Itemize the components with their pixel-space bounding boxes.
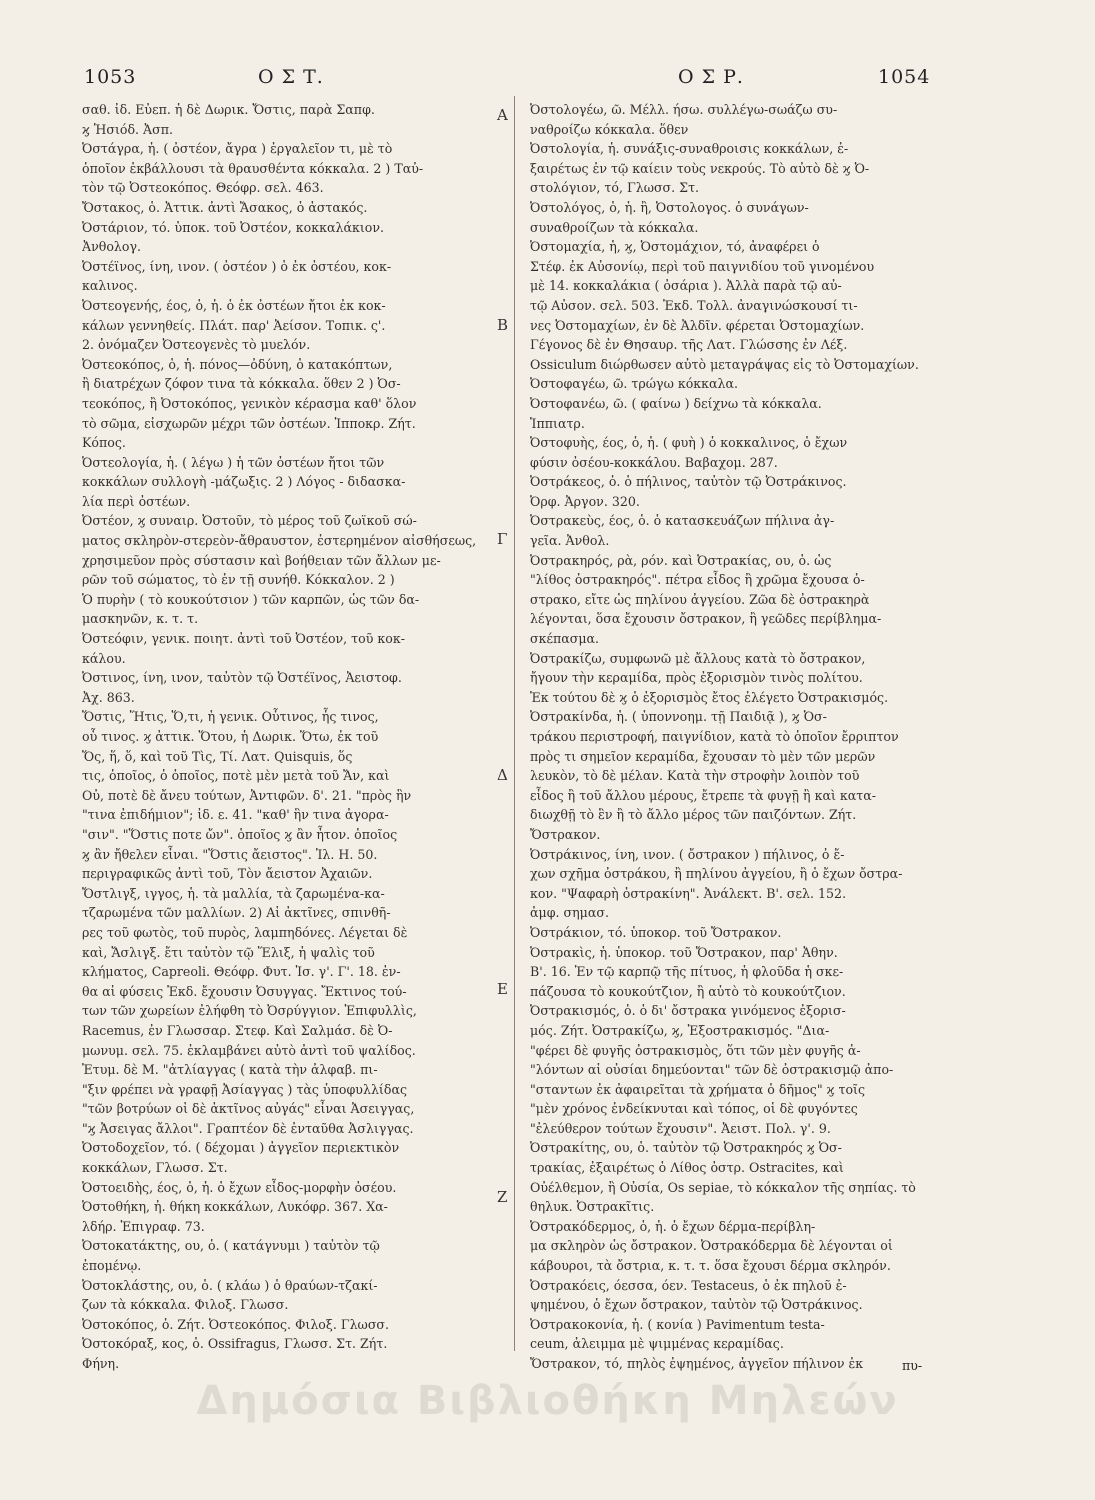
- text-line: καλινος.: [82, 278, 138, 294]
- text-line: θα αἱ φύσεις Ἐκδ. ἔχουσιν Ὀσυγγας. Ἔκτινος τού-: [82, 983, 407, 999]
- text-line: "τινα ἐπιδήμιον"; ἰδ. ε. 41. "καθ' ἣν τινα ἀγορα-: [82, 807, 389, 823]
- text-line: τὸ σῶμα, εἰσχωρῶν μέχρι τῶν ὀστέων. Ἱπποκρ. Ζήτ.: [82, 415, 416, 431]
- text-line: ναθροίζω κόκκαλα. ὅθεν: [530, 121, 689, 137]
- text-line: Ὀστεολογία, ἡ. ( λέγω ) ἡ τῶν ὀστέων ἤτοι τῶν: [82, 454, 385, 470]
- text-line: Ὀστρακεὺς, έος, ὁ. ὁ κατασκευάζων πήλινα ἀγ-: [530, 513, 835, 529]
- text-line: κλήματος, Capreoli. Θεόφρ. Φυτ. Ἱσ. γ'. Γ'. 18. ἐν-: [82, 964, 401, 980]
- text-line: Ὀστοφυὴς, έος, ὁ, ἡ. ( φυὴ ) ὁ κοκκαλινος, ὁ ἔχων: [530, 435, 848, 451]
- text-line: πρὸς τι σημεῖον κεραμίδα, ἔχουσαν τὸ μὲν τῶν μερῶν: [530, 748, 876, 764]
- text-line: χρησιμεῦον πρὸς σύστασιν καὶ βοήθειαν τῶν ἄλλων με-: [82, 552, 441, 568]
- text-line: τῷ Αὐσον. σελ. 503. Ἐκδ. Τολλ. ἀναγινώσκουσί τι-: [530, 297, 858, 313]
- right-column: [530, 100, 962, 1374]
- text-line: κάλων γεννηθείς. Πλάτ. παρ' Ἀείσον. Τοπικ. ς'.: [82, 317, 386, 333]
- text-line: κοκκάλων συλλογὴ -μάζωξις. 2 ) Λόγος - διδασκα-: [82, 474, 406, 490]
- margin-letter-c: Γ: [497, 530, 508, 548]
- text-line: κάβουροι, τὰ ὄστρια, κ. τ. τ. ὅσα ἔχουσι δέρμα σκληρόν.: [530, 1258, 891, 1274]
- text-line: "φέρει δὲ φυγῆς ὀστρακισμὸς, ὅτι τῶν μὲν φυγῆς ἁ-: [530, 1042, 861, 1058]
- text-line: λδήρ. Ἐπιγραφ. 73.: [82, 1218, 205, 1234]
- text-line: "τῶν βοτρύων οἱ δὲ ἀκτῖνος αὐγάς" εἶναι Ἀσειγγας,: [82, 1101, 415, 1117]
- text-line: εἶδος ἢ τοῦ ἄλλου μέρους, ἔτρεπε τὰ φυγῇ ἢ καὶ κατα-: [530, 787, 877, 803]
- left-running-head: Ο Σ Τ.: [258, 66, 324, 88]
- text-line: Ἐτυμ. δὲ Μ. "ἀτλίαγγας ( κατὰ τὴν ἀλφαβ. πι-: [82, 1062, 378, 1078]
- text-line: Ὀστρακίνδα, ἡ. ( ὑποννοημ. τῇ Παιδιᾷ ), ϗ Ὀσ-: [530, 709, 827, 725]
- left-page-number: 1053: [84, 66, 137, 88]
- text-line: καὶ, Ἄσλιγξ. ἔτι ταὐτὸν τῷ Ἕλιξ, ἡ ψαλὶς τοῦ: [82, 944, 375, 960]
- text-line: νες Ὀστομαχίων, ἐν δὲ Ἀλδῖν. φέρεται Ὀστομαχίων.: [530, 317, 865, 333]
- text-line: τις, ὁποῖος, ὁ ὁποῖος, ποτὲ μὲν μετὰ τοῦ Ἄν, καὶ: [82, 768, 390, 784]
- text-line: κάλου.: [82, 650, 126, 666]
- text-line: τζαρωμένα τῶν μαλλίων. 2) Αἱ ἀκτῖνες, σπινθῆ-: [82, 905, 391, 921]
- text-line: Racemus, ἐν Γλωσσαρ. Στεφ. Καὶ Σαλμάσ. δὲ Ὀ-: [82, 1022, 393, 1038]
- text-line: Ὅς, ἥ, ὅ, καὶ τοῦ Τὶς, Τί. Λατ. Quisquis, ὅς: [82, 748, 353, 764]
- text-line: ξαιρέτως ἐν τῷ καίειν τοὺς νεκρούς. Τὸ αὐτὸ δὲ ϗ Ὀ-: [530, 160, 870, 176]
- text-line: Ὀστρακόδερμος, ὁ, ἡ. ὁ ἔχων δέρμα-περίβλη-: [530, 1218, 816, 1234]
- text-line: Ὀστρακοκονία, ἡ. ( κονία ) Pavimentum testa-: [530, 1316, 825, 1332]
- text-line: Ὄστακος, ὁ. Ἀττικ. ἀντὶ Ἄσακος, ὁ ἀστακός.: [82, 199, 368, 215]
- text-line: σαθ. ἰδ. Εὐεπ. ἡ δὲ Δωρικ. Ὄστις, παρὰ Σαπφ.: [82, 102, 375, 117]
- text-line: Ὀστοθήκη, ἡ. θήκη κοκκάλων, Λυκόφρ. 367. Χα-: [82, 1199, 388, 1215]
- text-line: ἀμφ. σημασ.: [530, 905, 609, 921]
- text-line: σκέπασμα.: [530, 631, 600, 647]
- text-line: Φήνη.: [82, 1356, 120, 1371]
- text-line: χων σχῆμα ὀστράκου, ἢ πηλίνου ἀγγείου, ἢ ὁ ἔχων ὄστρα-: [530, 866, 903, 882]
- text-line: Ὀστινος, ίνη, ινον, ταὐτὸν τῷ Ὀστέϊνος, Ἀειστοφ.: [82, 670, 402, 686]
- text-line: Ὀστοκόπος, ὁ. Ζήτ. Ὀστεοκόπος. Φιλοξ. Γλωσσ.: [82, 1316, 390, 1332]
- text-line: τεοκόπος, ἢ Ὀστοκόπος, γενικὸν κέρασμα καθ' ὅλον: [82, 395, 417, 411]
- text-line: Οὐ, ποτὲ δὲ ἄνευ τούτων, Ἀντιφῶν. δ'. 21. "πρὸς ἣν: [82, 787, 412, 803]
- margin-letter-b: Β: [497, 316, 509, 334]
- text-line: Ὀστέον, ϗ συναιρ. Ὀστοῦν, τὸ μέρος τοῦ ζωϊκοῦ σώ-: [82, 513, 417, 529]
- text-line: ceum, ἀλειμμα μὲ ψιμμένας κεραμίδας.: [530, 1336, 784, 1352]
- text-line: στολόγιον, τό, Γλωσσ. Στ.: [530, 180, 700, 196]
- text-line: κοκκάλων, Γλωσσ. Στ.: [82, 1160, 228, 1176]
- text-line: Ὀστράκιον, τό. ὑποκορ. τοῦ Ὄστρακον.: [530, 924, 782, 940]
- text-line: Ὅστις, Ἥτις, Ὅ,τι, ἡ γενικ. Οὗτινος, ἧς τινος,: [82, 709, 379, 725]
- text-line: Ὀστοκλάστης, ου, ὁ. ( κλάω ) ὁ θραύων-τζακί-: [82, 1277, 378, 1293]
- text-line: "λόντων αἱ οὐσίαι δημεύονται" τῶν δὲ ὀστρακισμῷ ἀπο-: [530, 1062, 894, 1078]
- text-line: Ὀστεόφιν, γενικ. ποιητ. ἀντὶ τοῦ Ὀστέον, τοῦ κοκ-: [82, 631, 405, 647]
- margin-letter-d: Δ: [497, 766, 508, 784]
- text-line: διωχθῇ τὸ ἓν ἢ τὸ ἄλλο μέρος τῶν παιζόντων. Ζήτ.: [530, 807, 857, 823]
- text-line: ψημένου, ὁ ἔχων ὄστρακον, ταὐτὸν τῷ Ὀστράκινος.: [530, 1297, 863, 1313]
- text-line: Ὀστρακισμός, ὁ. ὁ δι' ὄστρακα γινόμενος ἐξορισ-: [530, 1003, 846, 1019]
- text-line: ματος σκληρὸν-στερεὸν-ἄθραυστον, ἐστερημένον αἰσθήσεως,: [82, 533, 477, 549]
- text-line: "ϗ Ἀσειγας ἄλλοι". Γραπτέον δὲ ἐνταῦθα Ἀσλιγγας.: [82, 1120, 414, 1136]
- text-line: τράκου περιστροφή, παιγνίδιον, κατὰ τὸ ὁποῖον ἔρριπτον: [530, 729, 899, 744]
- text-line: των τῶν χωρείων ἐλήφθη τὸ Ὀσρύγγιον. Ἐπιφυλλὶς,: [82, 1003, 417, 1019]
- left-column: [82, 100, 482, 1374]
- text-line: ὁποῖον ἐκβάλλουσι τὰ θραυσθέντα κόκκαλα. 2 ) Ταὐ-: [82, 160, 424, 176]
- text-line: Ὀρφ. Ἀργον. 320.: [530, 493, 640, 509]
- text-line: λέγονται, ὅσα ἔχουσιν ὄστρακον, ἢ γεῶδες περίβλημα-: [530, 611, 882, 627]
- text-line: ἤγουν τὴν κεραμίδα, πρὸς ἐξορισμὸν τινὸς πολίτου.: [530, 670, 863, 686]
- text-line: Οὐέλθεμον, ἢ Οὐσία, Os sepiae, τὸ κόκκαλον τῆς σηπίας. τὸ: [530, 1179, 916, 1195]
- text-line: Ὀστοκόραξ, κος, ὁ. Ossifragus, Γλωσσ. Στ. Ζήτ.: [82, 1336, 388, 1352]
- column-divider: [514, 96, 515, 1351]
- text-line: "σιν". "Ὅστις ποτε ὤν". ὁποῖος ϗ ἂν ἦτον. ὁποῖος: [82, 826, 398, 842]
- text-line: μα σκληρὸν ὡς ὄστρακον. Ὀστρακόδερμα δὲ λέγονται οἱ: [530, 1238, 893, 1254]
- text-line: περιγραφικῶς ἀντὶ τοῦ, Τὸν ἄειστον Ἀχαιῶν.: [82, 866, 373, 882]
- text-line: "λίθος ὀστρακηρός". πέτρα εἶδος ἢ χρῶμα ἔχουσα ὀ-: [530, 572, 865, 588]
- text-line: οὗ τινος. ϗ ἀττικ. Ὅτου, ἡ Δωρικ. Ὅτω, ἐκ τοῦ: [82, 729, 379, 744]
- text-line: φύσιν ὀσέου-κοκκάλου. Βαβαχομ. 287.: [530, 454, 778, 470]
- text-line: Ὀστρακηρός, ρὰ, ρόν. καὶ Ὀστρακίας, ου, ὁ. ὡς: [530, 552, 832, 568]
- text-line: Ὀστολόγος, ὁ, ἡ. ἢ, Ὀστολογος. ὁ συνάγων-: [530, 199, 809, 215]
- margin-letter-a: Α: [497, 106, 508, 124]
- text-line: Ὀστοειδὴς, έος, ὁ, ἡ. ὁ ἔχων εἶδος-μορφὴν ὀσέου.: [82, 1179, 397, 1195]
- margin-letter-f: Ζ: [497, 1188, 508, 1206]
- text-line: "ἐλεύθερον τούτων ἔχουσιν". Ἀειστ. Πολ. γ'. 9.: [530, 1120, 831, 1136]
- text-line: Ὀστάγρα, ἡ. ( ὀστέον, ἄγρα ) ἐργαλεῖον τι, μὲ τὸ: [82, 141, 393, 157]
- text-line: Ὀστομαχία, ἡ, ϗ, Ὀστομάχιον, τό, ἀναφέρει ὁ: [530, 239, 820, 255]
- text-line: ρες τοῦ φωτὸς, τοῦ πυρὸς, λαμπηδόνες. Λέγεται δὲ: [82, 924, 408, 940]
- text-line: Ossiculum διώρθωσεν αὐτὸ μεταγράψας εἰς τὸ Ὀστομαχίων.: [530, 356, 919, 372]
- text-line: πάζουσα τὸ κουκούτζιον, ἢ αὐτὸ τὸ κουκούτζιον.: [530, 983, 846, 999]
- text-line: μὲ 14. κοκκαλάκια ( ὀσάρια ). Ἀλλὰ παρὰ τῷ αὐ-: [530, 278, 842, 294]
- text-line: στρακο, εἴτε ὡς πηλίνου ἀγγείου. Ζῶα δὲ ὀστρακηρὰ: [530, 591, 870, 607]
- text-line: γεῖα. Ἀνθολ.: [530, 533, 610, 549]
- text-line: Κόπος.: [82, 435, 126, 451]
- text-line: τρακίας, ἐξαιρέτως ὁ Λίθος ὀστρ. Ostracites, καὶ: [530, 1160, 844, 1176]
- text-line: Ὀστοκατάκτης, ου, ὁ. ( κατάγνυμι ) ταὐτὸν τῷ: [82, 1238, 380, 1254]
- text-line: Ὀστρακίζω, συμφωνῶ μὲ ἄλλους κατὰ τὸ ὄστρακον,: [530, 650, 866, 666]
- text-line: Ὀστρακὶς, ἡ. ὑποκορ. τοῦ Ὄστρακον, παρ' Ἀθην.: [530, 944, 838, 960]
- text-line: Ὀστεογενής, έος, ὁ, ἡ. ὁ ἐκ ὀστέων ἤτοι ἐκ κοκ-: [82, 297, 386, 313]
- text-line: Ὀστράκινος, ίνη, ινον. ( ὄστρακον ) πήλινος, ὁ ἔ-: [530, 846, 845, 862]
- right-running-head: Ο Σ Ρ.: [678, 66, 744, 88]
- text-line: Ἐκ τούτου δὲ ϗ ὁ ἐξορισμὸς ἔτος ἐλέγετο Ὀστρακισμός.: [530, 689, 889, 705]
- text-line: Ὀστοδοχεῖον, τό. ( δέχομαι ) ἀγγεῖον περιεκτικὸν: [82, 1140, 400, 1156]
- text-line: Ὀστρακίτης, ου, ὁ. ταὐτὸν τῷ Ὀστρακηρός ϗ Ὀσ-: [530, 1140, 842, 1156]
- text-line: Στέφ. ἐκ Αὐσονίῳ, περὶ τοῦ παιγνιδίου τοῦ γινομένου: [530, 258, 875, 274]
- catchword: πυ-: [902, 1358, 923, 1373]
- text-line: Ὄστρακον.: [530, 826, 601, 842]
- text-line: Ὀστεοκόπος, ὁ, ἡ. πόνος—ὀδύνη, ὁ κατακόπτων,: [82, 356, 393, 372]
- text-line: τὸν τῷ Ὀστεοκόπος. Θεόφρ. σελ. 463.: [82, 180, 324, 196]
- text-line: κον. "Ψαφαρὴ ὀστρακίνη". Ἀνάλεκτ. Β'. σελ. 152.: [530, 885, 847, 901]
- text-line: "μὲν χρόνος ἐνδείκνυται καὶ τόπος, οἱ δὲ φυγόντες: [530, 1101, 858, 1117]
- text-line: μασκηνῶν, κ. τ. τ.: [82, 611, 199, 627]
- text-line: μωνυμ. σελ. 75. ἐκλαμβάνει αὐτὸ ἀντὶ τοῦ ψαλίδος.: [82, 1042, 416, 1058]
- text-line: Ὀστέϊνος, ίνη, ινον. ( ὀστέον ) ὁ ἐκ ὀστέου, κοκ-: [82, 258, 392, 274]
- text-line: Ἀνθολογ.: [82, 239, 142, 255]
- text-line: "σταντων ἐκ ἀφαιρεῖται τὰ χρήματα ὁ δῆμος" ϗ τοῖς: [530, 1081, 866, 1097]
- text-line: "ξιν φρέπει νὰ γραφῇ Ἀσίαγγας ) τὰς ὑποφυλλίδας: [82, 1081, 408, 1097]
- text-line: μός. Ζήτ. Ὀστρακίζω, ϗ, Ἐξοστρακισμός. "Δια-: [530, 1022, 830, 1038]
- text-line: Ὀστολογία, ἡ. συνάξις-συναθροισις κοκκάλων, ἐ-: [530, 141, 849, 157]
- text-line: ἢ διατρέχων ζόφον τινα τὰ κόκκαλα. ὅθεν 2 ) Ὀσ-: [82, 376, 401, 392]
- text-line: Ὀστοφανέω, ῶ. ( φαίνω ) δείχνω τὰ κόκκαλα.: [530, 395, 822, 411]
- text-line: Ὀστράκεος, ὁ. ὁ πήλινος, ταὐτὸν τῷ Ὀστράκινος.: [530, 474, 847, 490]
- text-line: Ὀστολογέω, ῶ. Μέλλ. ήσω. συλλέγω-σωάζω συ-: [530, 102, 838, 117]
- text-line: λευκὸν, τὸ δὲ μέλαν. Κατὰ τὴν στροφὴν λοιπὸν τοῦ: [530, 768, 860, 784]
- text-line: Ὀστοφαγέω, ῶ. τρώγω κόκκαλα.: [530, 376, 739, 392]
- text-line: 2. ὀνόμαζεν Ὀστεογενὲς τὸ μυελόν.: [82, 337, 311, 353]
- text-line: Ὄστλιγξ, ιγγος, ἡ. τὰ μαλλία, τὰ ζαρωμένα-κα-: [82, 885, 385, 901]
- text-line: ρῶν τοῦ σώματος, τὸ ἐν τῇ συνήθ. Κόκκαλον. 2 ): [82, 572, 395, 588]
- text-line: λία περὶ ὀστέων.: [82, 493, 191, 509]
- text-line: ϗ Ἡσιόδ. Ἀσπ.: [82, 121, 174, 137]
- margin-letter-e: Ε: [497, 980, 508, 998]
- text-line: ζων τὰ κόκκαλα. Φιλοξ. Γλωσσ.: [82, 1297, 289, 1313]
- text-line: ϗ ἂν ἤθελεν εἶναι. "Ὅστις ἄειστος". Ἰλ. Η. 50.: [82, 846, 378, 862]
- text-line: Β'. 16. Ἐν τῷ καρπῷ τῆς πίτυος, ἡ φλοῦδα ἡ σκε-: [530, 964, 844, 980]
- text-line: Ἱππιατρ.: [530, 415, 585, 431]
- text-line: συναθροίζων τὰ κόκκαλα.: [530, 219, 699, 235]
- text-line: Ἀχ. 863.: [82, 689, 135, 705]
- text-line: Ὄστρακον, τό, πηλὸς ἐψημένος, ἀγγεῖον πήλινον ἐκ: [530, 1356, 864, 1371]
- text-line: Ὀστάριον, τό. ὑποκ. τοῦ Ὀστέον, κοκκαλάκιον.: [82, 219, 385, 235]
- text-line: Γέγονος δὲ ἐν Θησαυρ. τῆς Λατ. Γλώσσης ἐν Λέξ.: [530, 337, 848, 353]
- text-line: ἐπομένῳ.: [82, 1258, 142, 1274]
- right-page-number: 1054: [878, 66, 931, 88]
- text-line: Ὁ πυρὴν ( τὸ κουκούτσιον ) τῶν καρπῶν, ὡς τῶν δα-: [82, 591, 420, 607]
- text-line: θηλυκ. Ὀστρακῖτις.: [530, 1199, 655, 1215]
- text-line: Ὀστρακόεις, όεσσα, όεν. Testaceus, ὁ ἐκ πηλοῦ ἐ-: [530, 1277, 847, 1293]
- library-watermark: Δημόσια Βιβλιοθήκη Μηλεών: [196, 1378, 899, 1424]
